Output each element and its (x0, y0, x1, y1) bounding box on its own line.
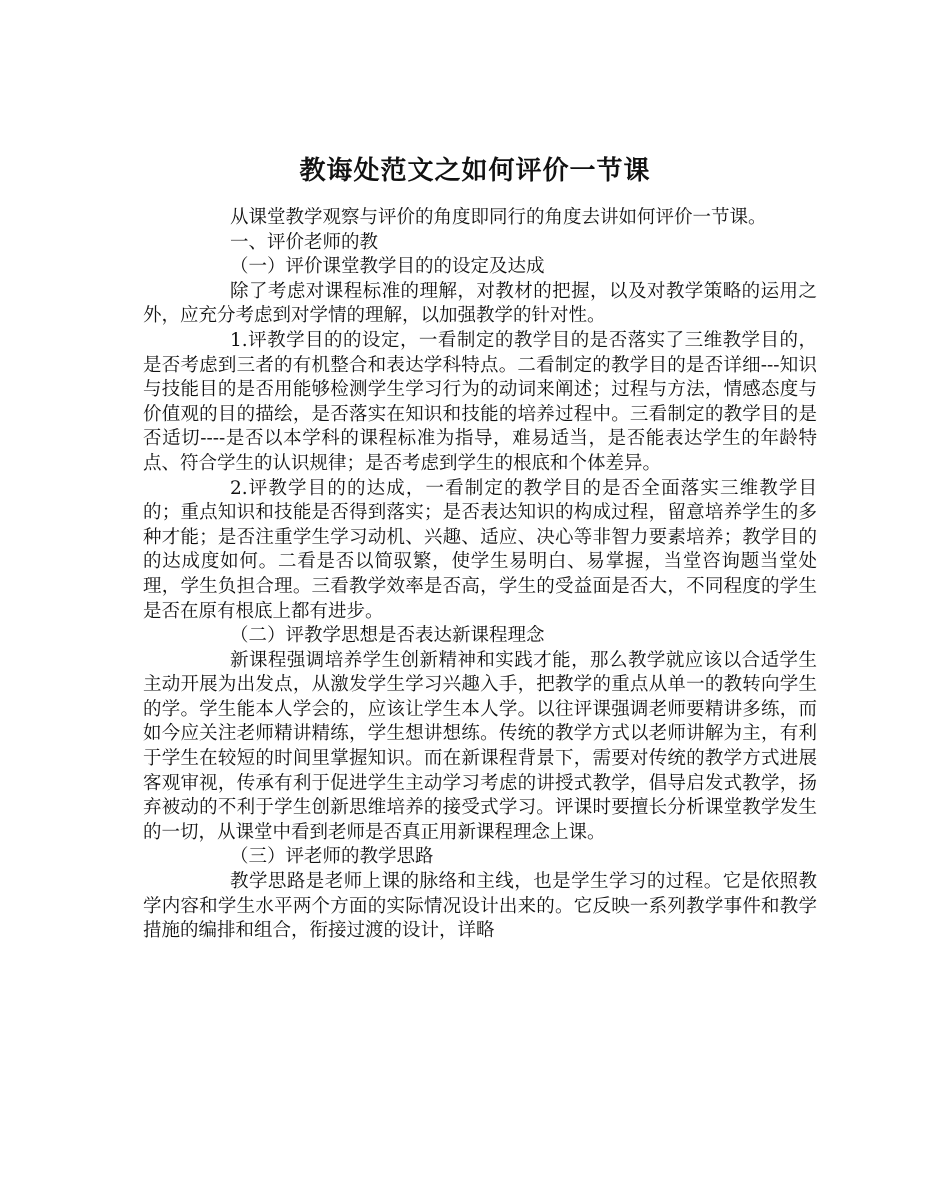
subsection-heading-1: （一）评价课堂教学目的的设定及达成 (230, 256, 545, 278)
section-heading-evaluate-teacher: 一、评价老师的教 (230, 231, 379, 253)
paragraph-3: 2.评教学目的的达成，一看制定的教学目的是否全面落实三维教学目的；重点知识和技能是否得到落实；是否表达知识的构成过程，留意培养学生的多种才能；是否注重学生学习动机、兴趣、适应、决心等非智力要素培养；教学目的的达成度如何。二看是否以简驭繁，使学生易明白、易掌握，当堂咨询题当堂处理，学生负担合理。三看教学效率是否高，学生的受益面是否大，不同程度的学生是否在原有根底上都有进步。 (143, 477, 817, 622)
document-body (143, 206, 817, 944)
paragraph-4: 新课程强调培养学生创新精神和实践才能，那么教学就应该以合适学生主动开展为出发点，从激发学生学习兴趣入手，把教学的重点从单一的教转向学生的学。学生能本人学会的，应该让学生本人学。以往评课强调老师要精讲多练，而如今应关注老师精讲精练，学生想讲想练。传统的教学方式以老师讲解为主，有利于学生在较短的时间里掌握知识。而在新课程背景下，需要对传统的教学方式进展客观审视，传承有利于促进学生主动学习考虑的讲授式教学，倡导启发式教学，扬弃被动的不利于学生创新思维培养的接受式学习。评课时要擅长分析课堂教学发生的一切，从课堂中看到老师是否真正用新课程理念上课。 (143, 649, 817, 843)
paragraph-5: 教学思路是老师上课的脉络和主线，也是学生学习的过程。它是依照教学内容和学生水平两个方面的实际情况设计出来的。它反映一系列教学事件和教学措施的编排和组合，衔接过渡的设计，详略 (143, 871, 817, 942)
document-title: 教诲处范文之如何评价一节课 (299, 156, 651, 187)
subsection-heading-3: （三）评老师的教学思路 (230, 846, 434, 868)
paragraph-1: 除了考虑对课程标准的理解，对教材的把握，以及对教学策略的运用之外，应充分考虑到对学情的理解，以加强教学的针对性。 (143, 280, 817, 327)
paragraph-2: 1.评教学目的的设定，一看制定的教学目的是否落实了三维教学目的，是否考虑到三者的有机整合和表达学科特点。二看制定的教学目的是否详细---知识与技能目的是否用能够检测学生学习行为的动词来阐述；过程与方法，情感态度与价值观的目的描绘，是否落实在知识和技能的培养过程中。三看制定的教学目的是否适切----是否以本学科的课程标准为指导，难易适当，是否能表达学生的年龄特点、符合学生的认识规律；是否考虑到学生的根底和个体差异。 (143, 329, 817, 474)
intro-paragraph: 从课堂教学观察与评价的角度即同行的角度去讲如何评价一节课。 (230, 207, 767, 228)
subsection-heading-2: （二）评教学思想是否表达新课程理念 (230, 625, 545, 647)
